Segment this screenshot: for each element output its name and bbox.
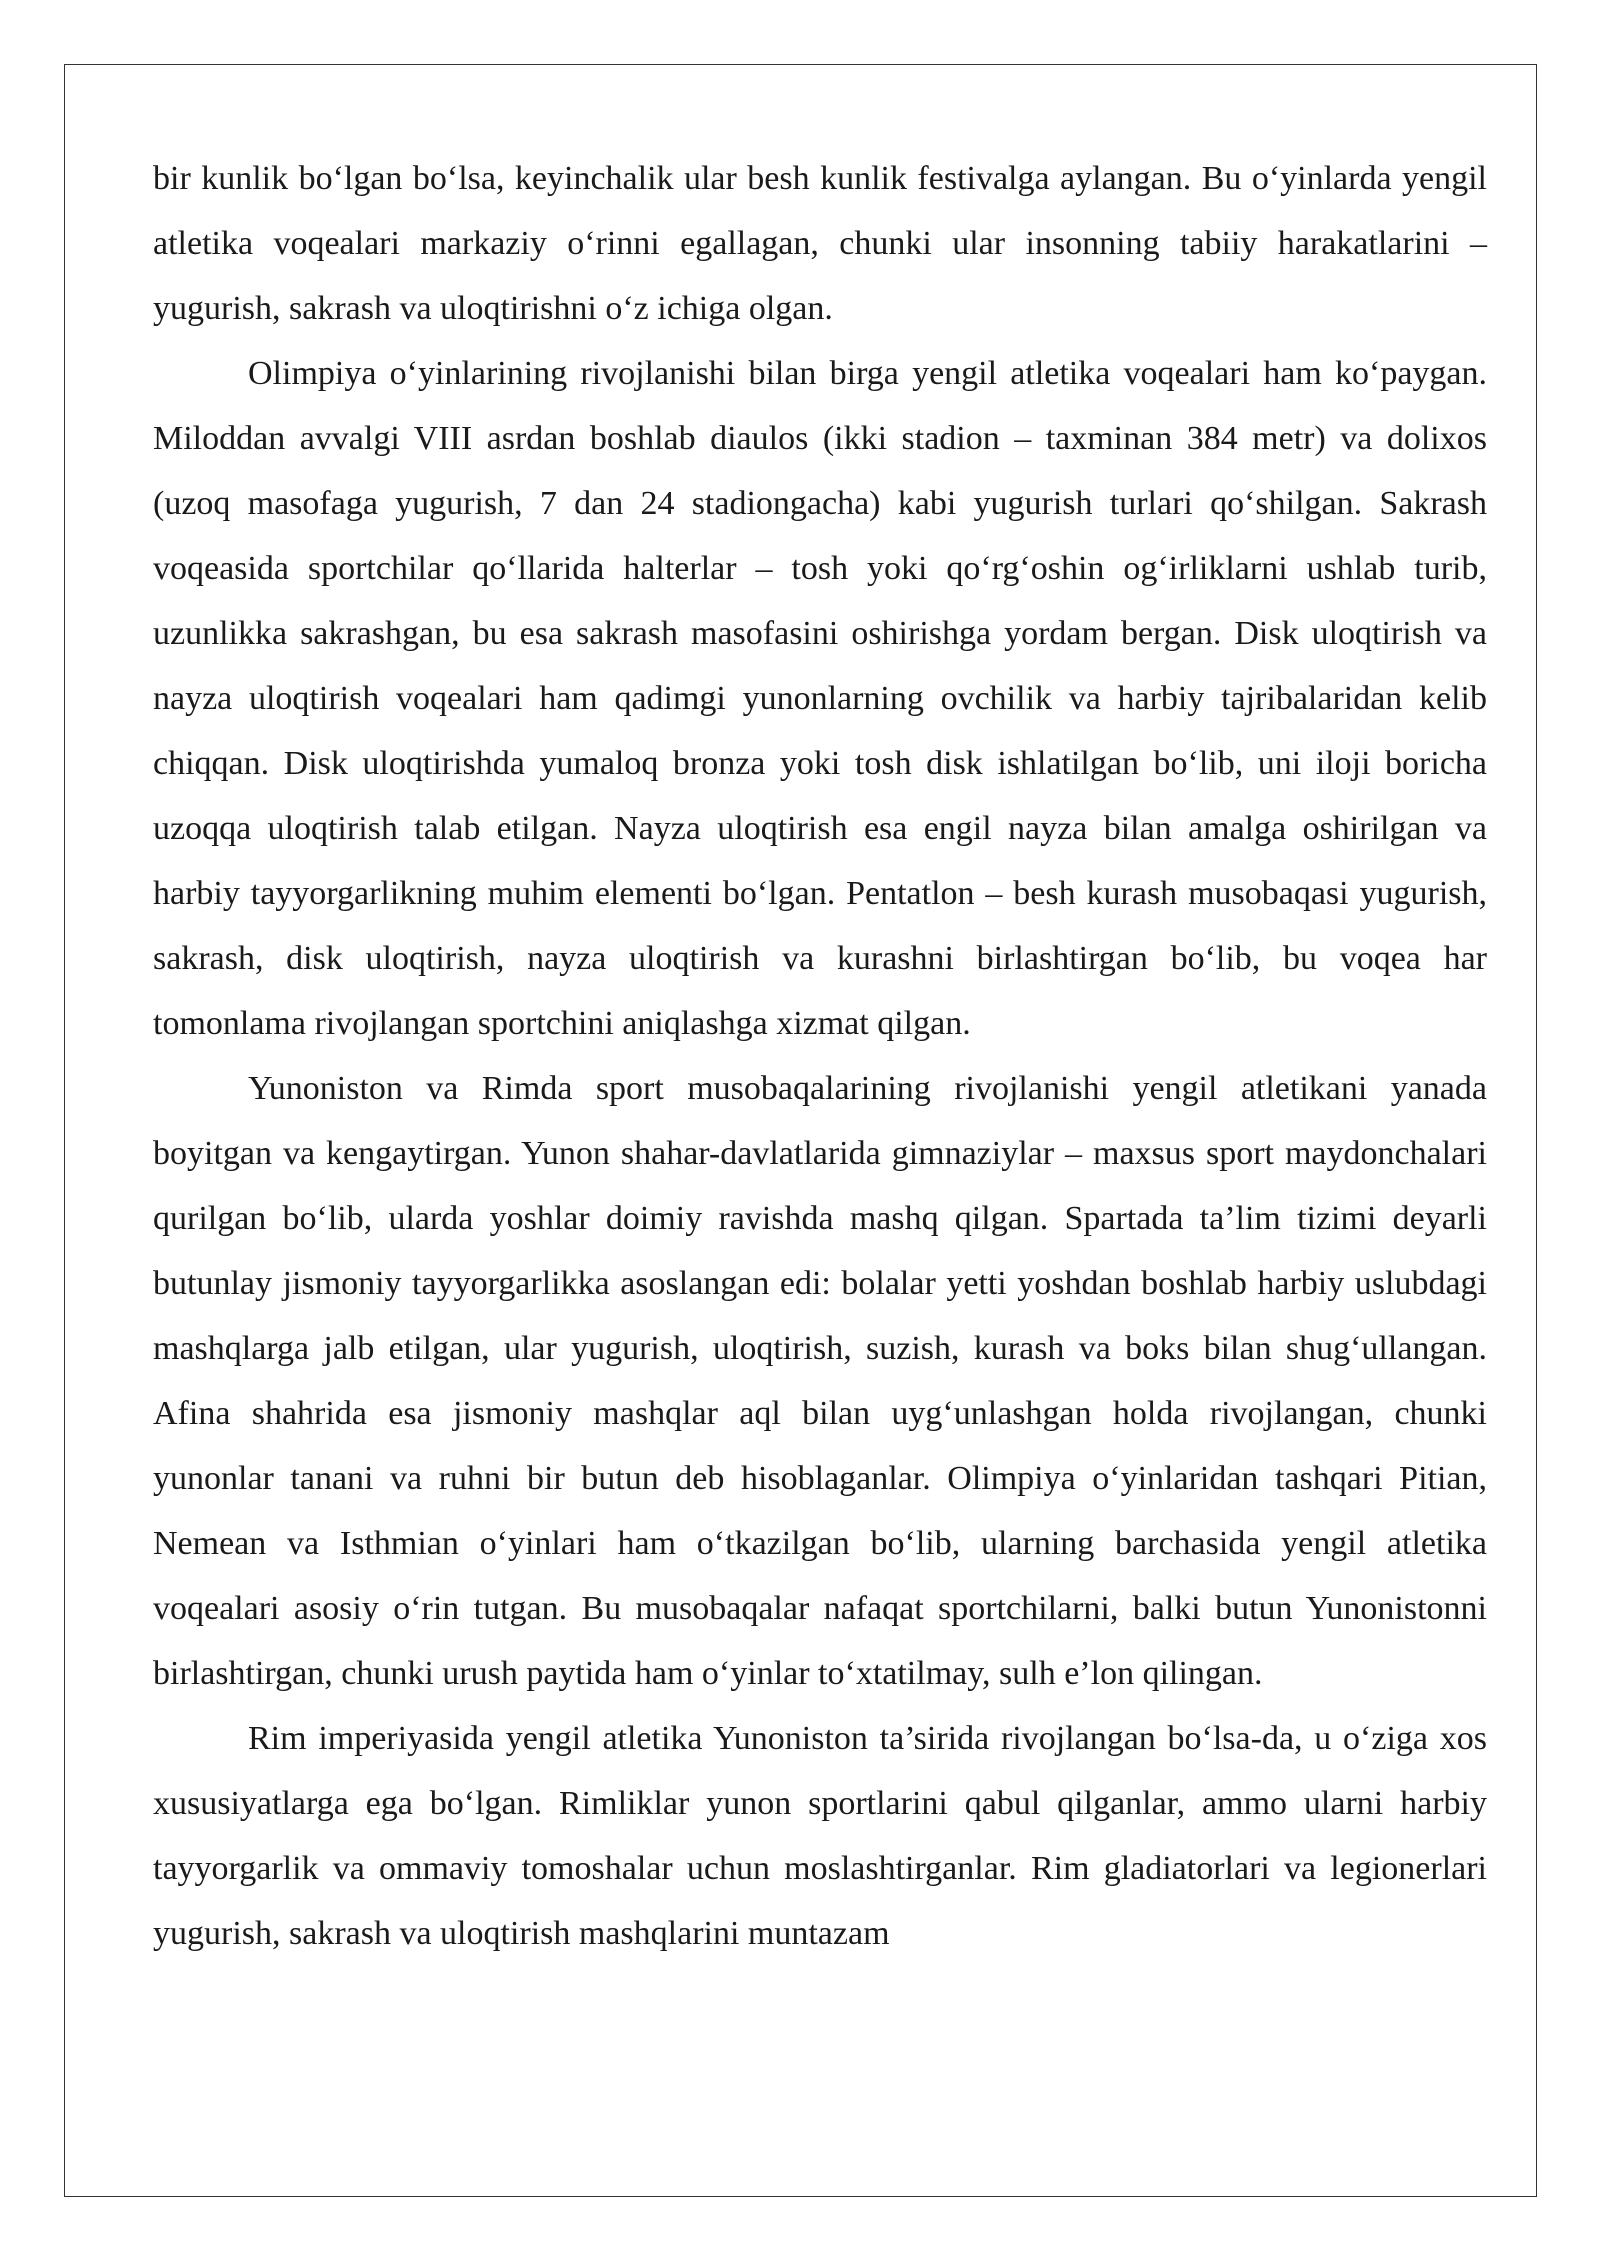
paragraph-olympic-events: Olimpiya o‘yinlarining rivojlanishi bilan birga yengil atletika voqealari ham ko‘paygan. Miloddan avvalgi VIII asrdan boshlab diaulos (ikki stadion – taxminan 384 metr) va dolixos (uzoq masofaga yugurish, 7 dan 24 stadiongacha) kabi yugurish turlari qo‘shilgan. Sakrash voqeasida sportchilar qo‘llarida halterlar – tosh yoki qo‘rg‘oshin og‘irliklarni ushlab turib, uzunlikka sakrashgan, bu esa sakrash masofasini oshirishga yordam bergan. Disk uloqtirish va nayza uloqtirish voqealari ham qadimgi yunonlarning ovchilik va harbiy tajribalaridan kelib chiqqan. Disk uloqtirishda yumaloq bronza yoki tosh disk ishlatilgan bo‘lib, uni iloji boricha uzoqqa uloqtirish talab etilgan. Nayza uloqtirish esa engil nayza bilan amalga oshirilgan va harbiy tayyorgarlikning muhim elementi bo‘lgan. Pentatlon – besh kurash musobaqasi yugurish, sakrash, disk uloqtirish, nayza uloqtirish va kurashni birlashtirgan bo‘lib, bu voqea har tomonlama rivojlangan sportchini aniqlashga xizmat qilgan. bbox=[153, 355, 1487, 1042]
paragraph-greece-rome: Yunoniston va Rimda sport musobaqalarining rivojlanishi yengil atletikani yanada boyitgan va kengaytirgan. Yunon shahar-davlatlarida gimnaziylar – maxsus sport maydonchalari qurilgan bo‘lib, ularda yoshlar doimiy ravishda mashq qilgan. Spartada ta’lim tizimi deyarli butunlay jismoniy tayyorgarlikka asoslangan edi: bolalar yetti yoshdan boshlab harbiy uslubdagi mashqlarga jalb etilgan, ular yugurish, uloqtirish, suzish, kurash va boks bilan shug‘ullangan. Afina shahrida esa jismoniy mashqlar aql bilan uyg‘unlashgan holda rivojlangan, chunki yunonlar tanani va ruhni bir butun deb hisoblaganlar. Olimpiya o‘yinlaridan tashqari Pitian, Nemean va Isthmian o‘yinlari ham o‘tkazilgan bo‘lib, ularning barchasida yengil atletika voqealari asosiy o‘rin tutgan. Bu musobaqalar nafaqat sportchilarni, balki butun Yunonistonni birlashtirgan, chunki urush paytida ham o‘yinlar to‘xtatilmay, sulh e’lon qilingan. bbox=[153, 1070, 1487, 1692]
document-body bbox=[153, 146, 1487, 1966]
paragraph-roman-empire: Rim imperiyasida yengil atletika Yunoniston ta’sirida rivojlangan bo‘lsa-da, u o‘ziga xos xususiyatlarga ega bo‘lgan. Rimliklar yunon sportlarini qabul qilganlar, ammo ularni harbiy tayyorgarlik va ommaviy tomoshalar uchun moslashtirganlar. Rim gladiatorlari va legionerlari yugurish, sakrash va uloqtirish mashqlarini muntazam bbox=[153, 1720, 1487, 1952]
paragraph-continuation: bir kunlik bo‘lgan bo‘lsa, keyinchalik ular besh kunlik festivalga aylangan. Bu o‘yinlarda yengil atletika voqealari markaziy o‘rinni egallagan, chunki ular insonning tabiiy harakatlarini – yugurish, sakrash va uloqtirishni o‘z ichiga olgan. bbox=[153, 160, 1487, 327]
